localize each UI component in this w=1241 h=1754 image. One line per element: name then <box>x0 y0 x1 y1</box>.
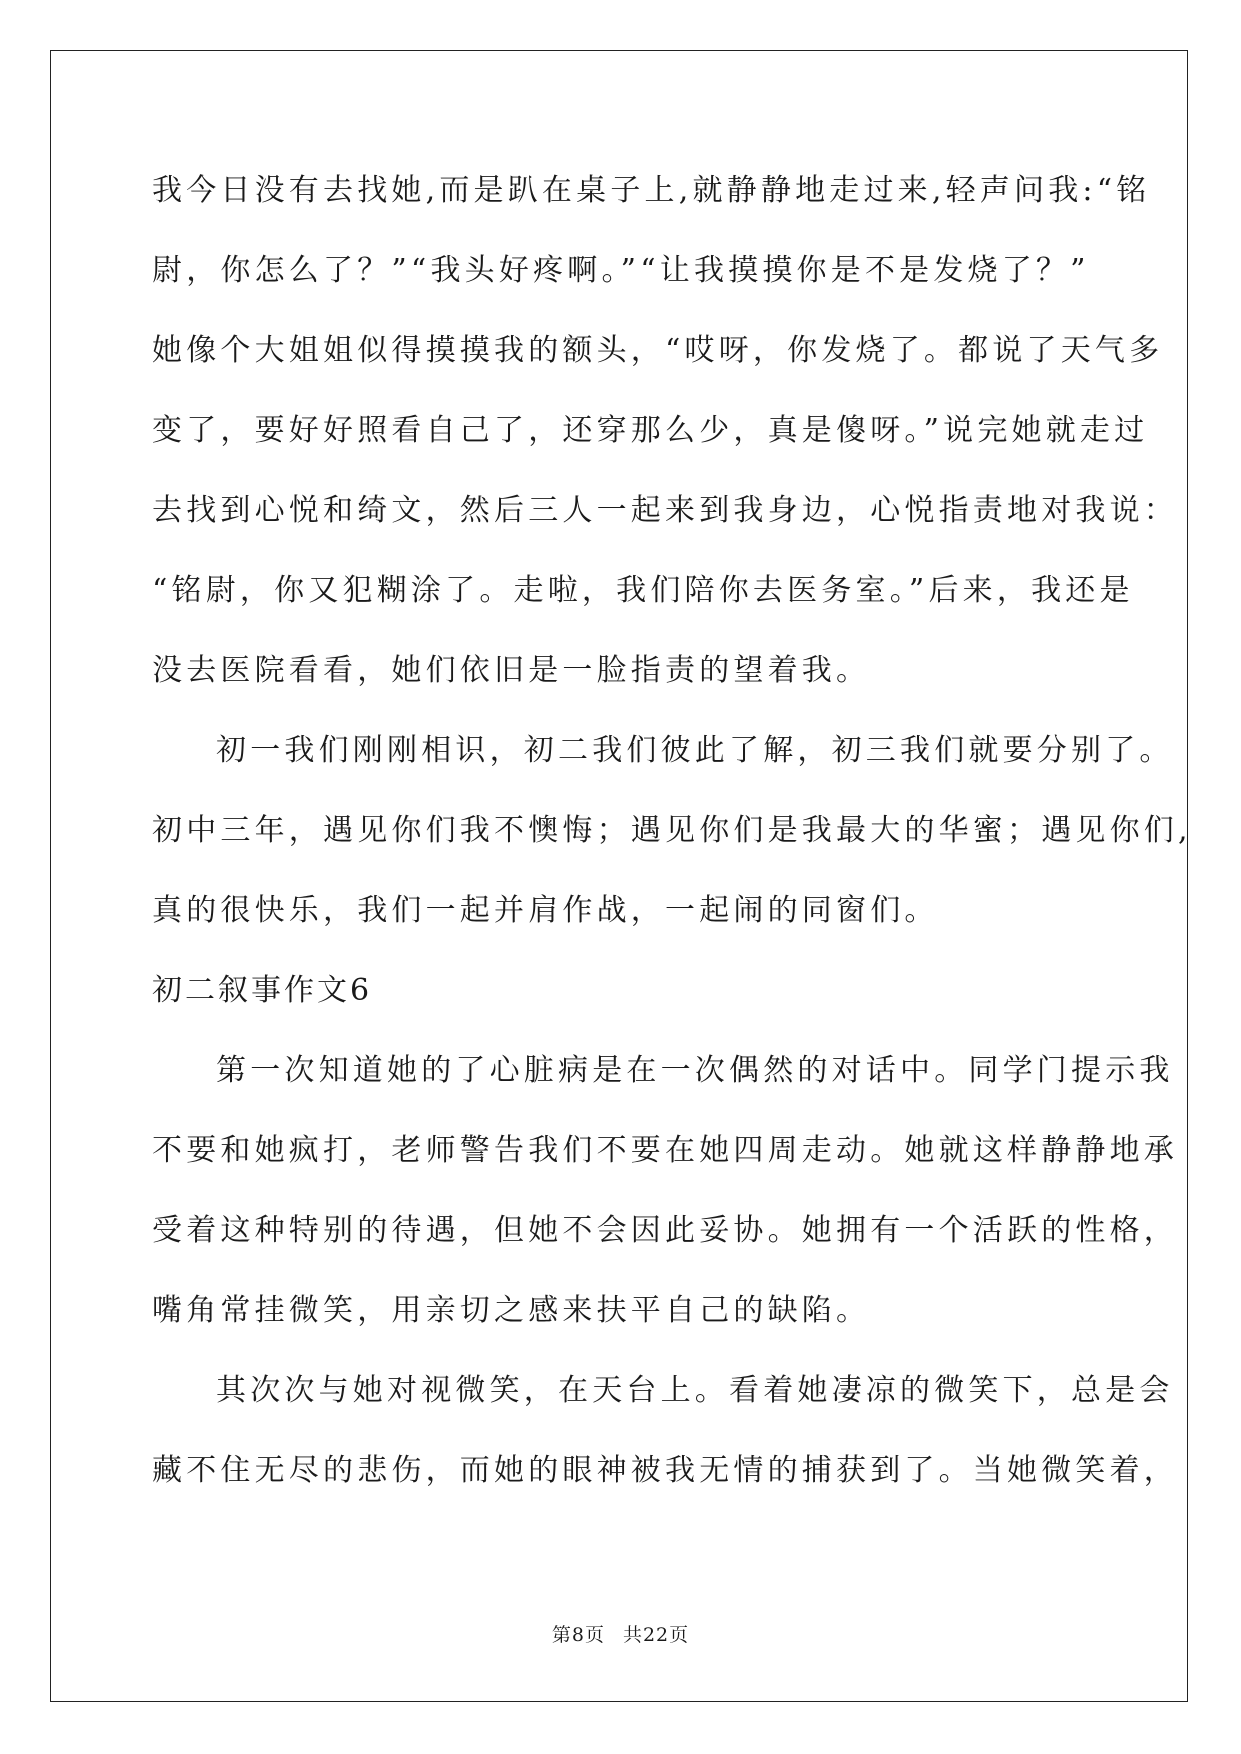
text-line: 尉，你怎么了？”“我头好疼啊。”“让我摸摸你是不是发烧了？” <box>152 253 1090 288</box>
text-line: “铭尉，你又犯糊涂了。走啦，我们陪你去医务室。”后来，我还是 <box>152 573 1134 608</box>
paragraph-first-line: 第一次知道她的了心脏病是在一次偶然的对话中。同学门提示我 <box>216 1053 1174 1088</box>
section-heading: 初二叙事作文6 <box>152 973 373 1008</box>
text-line: 受着这种特别的待遇，但她不会因此妥协。她拥有一个活跃的性格， <box>152 1213 1178 1248</box>
paragraph-first-line: 初一我们刚刚相识，初二我们彼此了解，初三我们就要分别了。 <box>216 733 1174 768</box>
text-line: 嘴角常挂微笑，用亲切之感来扶平自己的缺陷。 <box>152 1293 871 1328</box>
page-total: 共22页 <box>622 1624 690 1646</box>
page-footer <box>0 1622 1241 1648</box>
text-line: 真的很快乐，我们一起并肩作战，一起闹的同窗们。 <box>152 893 939 928</box>
text-line: 藏不住无尽的悲伤，而她的眼神被我无情的捕获到了。当她微笑着， <box>152 1453 1178 1488</box>
document-body <box>152 163 1192 1523</box>
text-line: 去找到心悦和绮文，然后三人一起来到我身边，心悦指责地对我说： <box>152 493 1178 528</box>
text-line: 没去医院看看，她们依旧是一脸指责的望着我。 <box>152 653 871 688</box>
text-line: 初中三年，遇见你们我不懊悔；遇见你们是我最大的华蜜；遇见你们, <box>152 813 1192 848</box>
page-number: 第8页 <box>551 1624 605 1646</box>
text-line: 变了，要好好照看自己了，还穿那么少，真是傻呀。”说完她就走过 <box>152 413 1149 448</box>
text-line: 我今日没有去找她,而是趴在桌子上,就静静地走过来,轻声问我:“铭 <box>152 173 1151 208</box>
paragraph-first-line: 其次次与她对视微笑，在天台上。看着她凄凉的微笑下，总是会 <box>216 1373 1174 1408</box>
text-line: 不要和她疯打，老师警告我们不要在她四周走动。她就这样静静地承 <box>152 1133 1178 1168</box>
text-line: 她像个大姐姐似得摸摸我的额头，“哎呀，你发烧了。都说了天气多 <box>152 333 1164 368</box>
